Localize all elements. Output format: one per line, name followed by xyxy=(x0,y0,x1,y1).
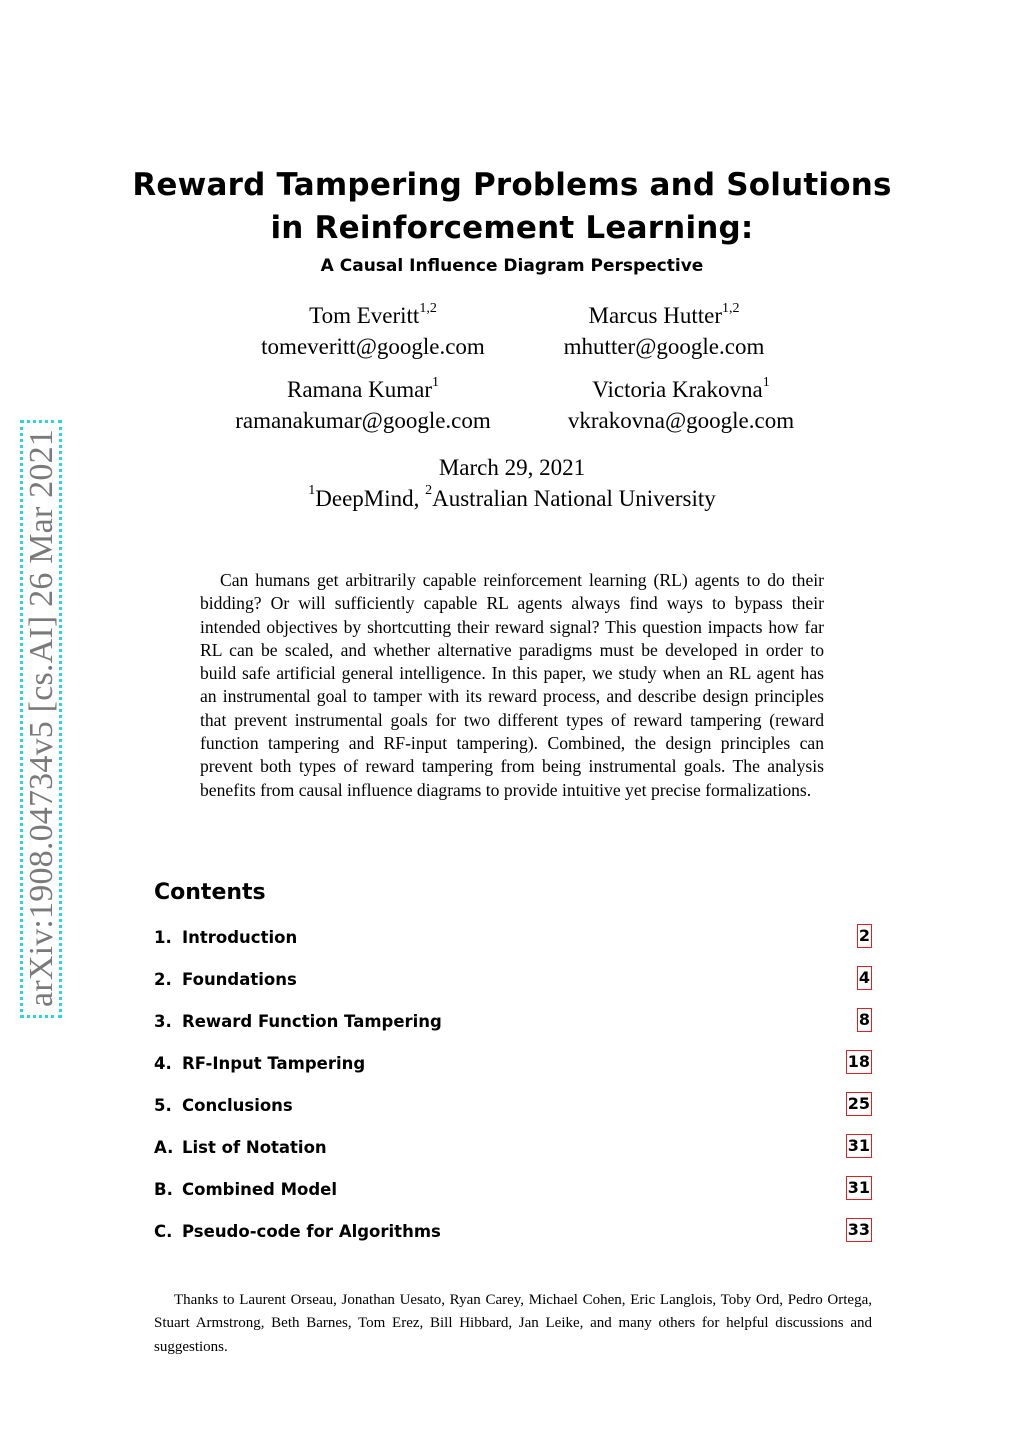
paper-title xyxy=(0,164,1024,250)
affiliation-name: Australian National University xyxy=(432,486,716,511)
toc-entry[interactable] xyxy=(154,968,872,1010)
toc-entry[interactable] xyxy=(154,1052,872,1094)
toc-section-title[interactable]: Reward Function Tampering xyxy=(182,1012,442,1031)
author-affiliation-mark: 1 xyxy=(762,375,770,391)
toc-entry[interactable] xyxy=(154,1094,872,1136)
author-name: Tom Everitt xyxy=(309,303,420,328)
toc-section-title[interactable]: Introduction xyxy=(182,928,298,947)
title-line-2: in Reinforcement Learning: xyxy=(270,210,754,246)
toc-section-number: B. xyxy=(154,1180,173,1199)
affiliations xyxy=(0,483,1024,514)
author-affiliation-mark: 1 xyxy=(431,375,439,391)
toc-entry[interactable] xyxy=(154,1220,872,1262)
author-block xyxy=(568,374,794,436)
toc-section-number: 5. xyxy=(154,1096,172,1115)
toc-page-link[interactable]: 18 xyxy=(846,1050,872,1074)
author-affiliation-mark: 1,2 xyxy=(721,301,740,317)
author-block xyxy=(261,300,485,362)
toc-entry[interactable] xyxy=(154,1010,872,1052)
author-email[interactable]: tomeveritt@google.com xyxy=(261,334,485,359)
affiliation-mark: 1 xyxy=(308,483,316,499)
toc-page-link[interactable]: 31 xyxy=(846,1176,872,1200)
author-email[interactable]: vkrakovna@google.com xyxy=(567,408,795,433)
author-email[interactable]: mhutter@google.com xyxy=(563,334,765,359)
toc-entry[interactable] xyxy=(154,1178,872,1220)
affiliation-name: DeepMind, xyxy=(315,486,420,511)
toc-section-title[interactable]: Conclusions xyxy=(182,1096,293,1115)
toc-section-title[interactable]: Pseudo-code for Algorithms xyxy=(182,1222,441,1241)
paper-subtitle: A Causal Influence Diagram Perspective xyxy=(320,256,704,276)
toc-page-link[interactable]: 4 xyxy=(857,966,872,990)
author-block xyxy=(235,374,491,436)
publication-date: March 29, 2021 xyxy=(438,455,586,480)
author-name: Ramana Kumar xyxy=(287,377,432,402)
author-email[interactable]: ramanakumar@google.com xyxy=(235,408,491,433)
toc-section-title[interactable]: Foundations xyxy=(182,970,297,989)
toc-section-title[interactable]: RF-Input Tampering xyxy=(182,1054,366,1073)
author-block xyxy=(564,300,765,362)
abstract: Can humans get arbitrarily capable reinforcement learning (RL) agents to do their bidding? Or will sufficiently capable RL agents always find ways to bypass their intended objectives by shortcutting their reward signal? This question impacts how far RL can be scaled, and whether alternative paradigms must be developed in order to build safe artificial general intelligence. In this paper, we study when an RL agent has an instrumental goal to tamper with its reward process, and describe design principles that prevent instrumental goals for two different types of reward tampering (reward function tampering and RF-input tampering). Combined, the design principles can prevent both types of reward tampering from being instrumental goals. The analysis benefits from causal influence diagrams to provide intuitive yet precise formalizations. xyxy=(200,570,824,800)
toc-section-title[interactable]: List of Notation xyxy=(182,1138,327,1157)
toc-section-number: A. xyxy=(154,1138,174,1157)
author-name: Marcus Hutter xyxy=(588,303,722,328)
toc-entry[interactable] xyxy=(154,926,872,968)
toc-page-link[interactable]: 25 xyxy=(846,1092,872,1116)
contents-heading: Contents xyxy=(154,880,266,905)
toc-entry[interactable] xyxy=(154,1136,872,1178)
toc-page-link[interactable]: 2 xyxy=(857,924,872,948)
acknowledgements-footnote: Thanks to Laurent Orseau, Jonathan Uesato, Ryan Carey, Michael Cohen, Eric Langlois, Toby Ord, Pedro Ortega, Stuart Armstrong, Beth Barnes, Tom Erez, Bill Hibbard, Jan Leike, and many others for helpful discussions and suggestions. xyxy=(154,1292,872,1355)
author-affiliation-mark: 1,2 xyxy=(419,301,437,317)
author-name: Victoria Krakovna xyxy=(592,377,763,402)
toc-section-number: 4. xyxy=(154,1054,172,1073)
toc-section-title[interactable]: Combined Model xyxy=(182,1180,338,1199)
toc-section-number: 1. xyxy=(154,928,172,947)
table-of-contents xyxy=(154,926,872,1262)
arxiv-identifier[interactable]: arXiv:1908.04734v5 [cs.AI] 26 Mar 2021 xyxy=(23,429,60,1007)
toc-page-link[interactable]: 31 xyxy=(846,1134,872,1158)
toc-page-link[interactable]: 33 xyxy=(846,1218,872,1242)
toc-section-number: C. xyxy=(154,1222,173,1241)
toc-section-number: 2. xyxy=(154,970,172,989)
toc-section-number: 3. xyxy=(154,1012,172,1031)
title-line-1: Reward Tampering Problems and Solutions xyxy=(132,167,892,203)
toc-page-link[interactable]: 8 xyxy=(857,1008,872,1032)
affiliation-mark: 2 xyxy=(425,483,433,499)
